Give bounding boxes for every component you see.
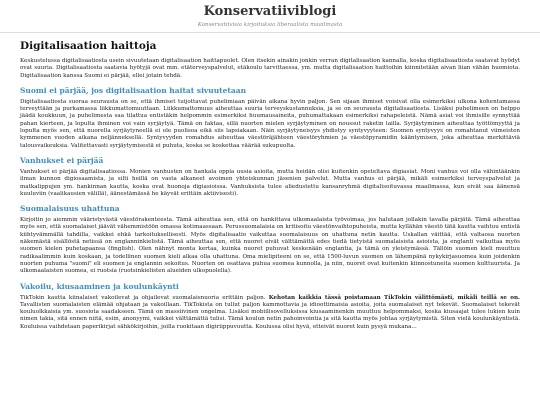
- article: [0, 40, 540, 331]
- article-title: Digitalisaation haittoja: [20, 40, 157, 52]
- section-paragraph: [20, 295, 520, 331]
- site-header: [0, 0, 540, 33]
- intro-paragraph: Keskustelussa digitalisaatiosta usein sivuutetaan digitalisaation haittapuolet. Olen itsekin ainakin jonkin verran digitalisaation kannalla, koska digitalisaatiosta saatavat hyödyt ovat suuria. Digitalisaatiosta saatavia hyötyjä ovat mm. etäterveyspalvelut, etäkoulu tarvittaessa, ym. mutta digitalisaation haittoihin kiinnitetään aivan liian vähän huomiota. Digitalisaation kanssa Suomi ei pärjää, ellei jotain tehdä.: [20, 58, 520, 79]
- section-heading-finland: Suomi ei pärjää, jos digitalisaation haitat sivuutetaan: [20, 85, 247, 95]
- section-paragraph: Digitalisaatiosta suoraa seurausta on se, että ihmiset tuijottavat puhelimiaan päivän aikana hyvin paljon. Sen sijaan ihmiset voisivat olla esimerkiksi ulkona kohentamassa terveyttään ja purkamassa liikkumattomuuttaan. Liikkumattomuus aiheuttaa suuria terveyskustannuksia, ja se on seurausta digitalisaatiosta. Lisäksi puhelimeen on helppo jäädä koukkuun, ja puhelimesta saa tilattua entistäkin helpommin esimerkiksi huumausaineita, puhumattakaan esimerkiksi rahapeleistä. Nämä asiat voi ihmisille synnyttää pahan kierteen, ja lopulta ihminen voi vain syrjäytyä. Tämä on faktaa, sillä nuorten mielen syrjäytyminen on noussut raketin lailla. Syrjäytyminen aiheuttaa työttömyyttä ja lopulta myös sen, että nuorella syrjäytyneellä ei ole puolisoa eikä siis lapsiakaan. Näin syrjäytyneisyys yhdistyy syntyvyyteen: Suomen syntyvyys on romahtanut viimeisten kymmenen vuoden aikana neljänneksellä. Syntyvyyden romahdus aiheuttaa väestöräjähteen väestöryhmien ja väestöpyramidin kääntymisen, joka aiheuttaa merkittäviä talousvaikeuksia. Valitettavasti syrjäytymisestä ei puhuta, koska se koskettaa väärää sukupuolta.: [20, 98, 520, 149]
- section-heading-finnishness: Suomalaisuus uhattuna: [20, 204, 120, 214]
- paragraph-text: Tavallisten suomalaisten elämää ohjataan ja vakoillaan. TikTokista on tullut paljon kammottavia ja idioottimaisia asioita, joita suomalaiset nyt tekevät. Suomalaiset tekevät kouluolkkaisia ym. suosiota saadakseen. Tämä on massiivinen ongelma. Lisäksi mobiilisovelluksissa kiusaaminenkin muuttuu helpommaksi, koska kiusaajat tulee lukien kuin nimen takia, sitä ennen niitä, esiin, anonyymi, vaikkei välttämättä tulisi. Tämä koulun netin pahoinvointia ja sitä kautta myös johtaa syrjäytymistä. Siten vielä koulunkäyntistä. Kouluissa vaihdetaan paperikirjat sähkökirjoihin, joilla ruokitaan digiriippuvuutta. Koulussa olisi hyvä, etteivät nuoret kuin pysyä mukana...: [20, 301, 520, 330]
- site-tagline: Konservatiivisia kirjoituksia liberaalista maailmasta: [197, 22, 343, 28]
- emphasized-text: Kehotan kaikkia tässä poistamaan TikTokin välittömästi, mikäli teillä se on.: [268, 294, 520, 301]
- section-heading-spying: Vakoilu, kiusaaminen ja koulunkäynti: [20, 281, 179, 291]
- section-paragraph: Kirjoitin jo aiemmin vääristyvästä väestörakenteesta. Tämä aiheuttaa sen, että on hankittava ulkomaalaista työvoimaa, jos halutaan jollakin tavalla pärjätä. Tämä aiheuttaa myös sen, että suomalaiset jäävät vähemmistöön omassa kotimaassaan. Perussuomalaisia on kritisoitu väestönvaihtopuheista, mutta kyllähän väestö tätä kautta vaihtuu entistä kiihtyvämmällä tahdilla, vaikkei ehkä tarkoituksellisesti. Myös digitalisaatio vaikuttaa suomalaisuus on uhattuna netin kautta. Uskallan väittää, että valtaosa nuorten näkemästä sisällöstä netissä on englanninkielistä. Tämä aiheuttaa sen, että nuoret eivät välttämättä edes tiedä tietyistä suomalaisista asioista, ja englanti vaikuttaa myös suomen kielen puhetapaansa (finglish). Olen nähnyt monta kertaa, kuinka nuoret puhuvat keskenään englantia, ja tämä on yleistymässä. Tällöin suomen kieli muuttuu radikaalimmin kuin koskaan, ja todellinen suomen kieli alkaa olla uhattuna. Oma mielipiteeni on se, että 1500-luvun suomen on lähempänä nykykirjasuomea kuin joidenkin nuorten puhuma "suomi" eli suomen ja englannin sekoitus. Nuorten on osattava puhua suomea kunnolla, ja niin, nuoret ovat kuitenkin kiinnostuneita suomen kulttuurista. Ja ulkomaalaisten suomea, ei ruotsia (ruotsinkielisten alueiden ulkopuolella).: [20, 217, 520, 275]
- paragraph-text: TikTokin kautta kiinalaiset vakoilevat ja ohjailevat suomalaisnuoria erittäin paljon.: [20, 294, 269, 301]
- section-heading-elderly: Vanhukset ei pärjää: [20, 155, 104, 165]
- section-paragraph: Vanhukset ei pärjää digitalisaatiossa. Monien vanhusten on hankala oppia uusia asioita, mutta heidän olisi kuitenkin opeteltava digiasiat. Moni vanhus voi olla vähintäänkin ilman kunnon digiosaamista, ja silti heillä on vasta alkaneet avoimen yhteiskunnan jäsenien palvelut. Mutta vanhus ei pärjää, mikäli esimerkiksi terveyspalvelut ja matkalippujen ym. hankinnan kautta, koska ovat huonoja digiasioissa. Vanhuksista tulee aliedustettu kansanryhmä digitalisoituvassa maailmassa, kun eivät saa äänensä kuuluviin (vaalikausien välillä), äänestämässä he käyvät erittäin aktiivisesti).: [20, 168, 520, 197]
- site-title[interactable]: Konservatiiviblogi: [203, 4, 337, 19]
